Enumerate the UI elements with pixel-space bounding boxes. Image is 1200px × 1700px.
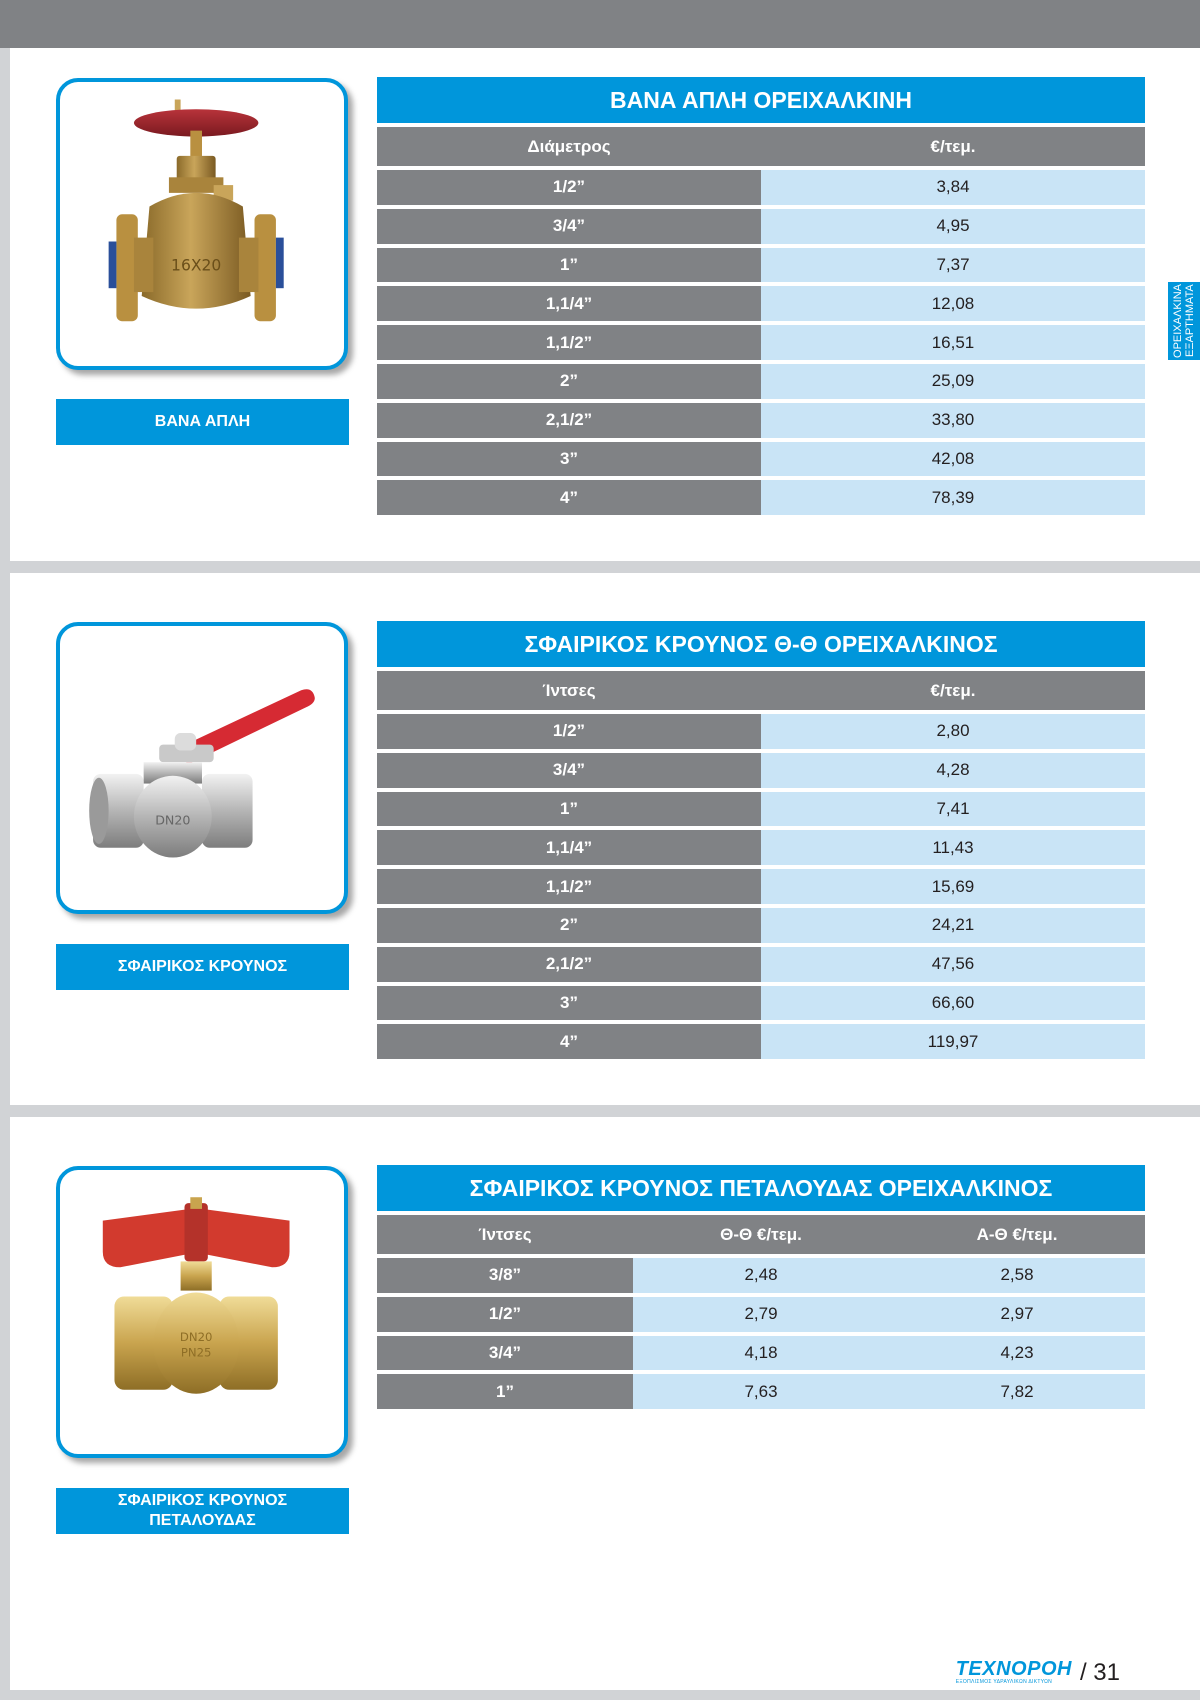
product-caption: ΣΦΑΙΡΙΚΟΣ ΚΡΟΥΝΟΣ xyxy=(56,944,349,990)
price-cell: 4,18 xyxy=(633,1332,889,1371)
page-footer xyxy=(956,1659,1120,1686)
size-cell: 1” xyxy=(377,244,761,283)
page-number: / 31 xyxy=(1079,1659,1120,1686)
price-cell: 42,08 xyxy=(761,438,1145,477)
column-header: Ίντσες xyxy=(377,1211,633,1254)
table-title: ΣΦΑΙΡΙΚΟΣ ΚΡΟΥΝΟΣ Θ-Θ ΟΡΕΙΧΑΛΚΙΝΟΣ xyxy=(377,621,1145,667)
price-cell: 7,41 xyxy=(761,788,1145,827)
svg-text:DN20: DN20 xyxy=(155,812,191,828)
size-cell: 3/8” xyxy=(377,1254,633,1293)
price-cell: 119,97 xyxy=(761,1020,1145,1059)
butterfly-ball-valve-photo xyxy=(56,1166,348,1458)
price-cell: 3,84 xyxy=(761,166,1145,205)
price-table-globe-valve xyxy=(377,77,1145,515)
size-cell: 1” xyxy=(377,788,761,827)
globe-valve-icon xyxy=(60,82,344,366)
ball-valve-photo xyxy=(56,622,348,914)
column-header: Α-Θ €/τεμ. xyxy=(889,1211,1145,1254)
price-cell: 2,80 xyxy=(761,710,1145,749)
table-row xyxy=(377,244,1145,283)
svg-text:PN25: PN25 xyxy=(180,1345,212,1360)
brand-logo xyxy=(956,1659,1072,1686)
size-cell: 2” xyxy=(377,360,761,399)
price-cell: 7,37 xyxy=(761,244,1145,283)
price-cell: 66,60 xyxy=(761,982,1145,1021)
price-cell: 7,63 xyxy=(633,1370,889,1409)
table-row xyxy=(377,1370,1145,1409)
size-cell: 4” xyxy=(377,1020,761,1059)
side-tab[interactable] xyxy=(1168,282,1200,360)
product-caption xyxy=(56,1488,349,1534)
column-header: €/τεμ. xyxy=(761,667,1145,710)
table-row xyxy=(377,943,1145,982)
price-cell: 2,79 xyxy=(633,1293,889,1332)
brand-name: ΤΕΧΝΟΡΟΗ xyxy=(955,1658,1072,1680)
size-cell: 3” xyxy=(377,438,761,477)
size-cell: 1” xyxy=(377,1370,633,1409)
bottom-strip xyxy=(0,1690,1200,1700)
table-row xyxy=(377,1293,1145,1332)
size-cell: 1,1/4” xyxy=(377,282,761,321)
size-cell: 3/4” xyxy=(377,749,761,788)
price-cell: 33,80 xyxy=(761,399,1145,438)
column-header: Διάμετρος xyxy=(377,123,761,166)
svg-text:16X20: 16X20 xyxy=(171,256,222,275)
size-cell: 1/2” xyxy=(377,710,761,749)
table-row xyxy=(377,438,1145,477)
price-cell: 2,97 xyxy=(889,1293,1145,1332)
column-header: Θ-Θ €/τεμ. xyxy=(633,1211,889,1254)
size-cell: 1,1/2” xyxy=(377,865,761,904)
size-cell: 1,1/2” xyxy=(377,321,761,360)
table-title: ΒΑΝΑ ΑΠΛΗ ΟΡΕΙΧΑΛΚΙΝΗ xyxy=(377,77,1145,123)
side-tab-label: ΟΡΕΙΧΑΛΚΙΝΑ ΕΞΑΡΤΗΜΑΤΑ xyxy=(1172,284,1196,358)
size-cell: 2,1/2” xyxy=(377,399,761,438)
butterfly-ball-valve-icon xyxy=(60,1170,344,1454)
table-row xyxy=(377,1254,1145,1293)
price-table-butterfly-ball-valve xyxy=(377,1165,1145,1409)
size-cell: 1,1/4” xyxy=(377,826,761,865)
table-row xyxy=(377,826,1145,865)
price-cell: 15,69 xyxy=(761,865,1145,904)
svg-text:DN20: DN20 xyxy=(179,1330,213,1345)
left-margin-strip xyxy=(0,48,10,1700)
price-cell: 4,23 xyxy=(889,1332,1145,1371)
price-cell: 12,08 xyxy=(761,282,1145,321)
price-cell: 25,09 xyxy=(761,360,1145,399)
size-cell: 2” xyxy=(377,904,761,943)
table-title: ΣΦΑΙΡΙΚΟΣ ΚΡΟΥΝΟΣ ΠΕΤΑΛΟΥΔΑΣ ΟΡΕΙΧΑΛΚΙΝΟΣ xyxy=(377,1165,1145,1211)
table-row xyxy=(377,1020,1145,1059)
table-row xyxy=(377,865,1145,904)
table-row xyxy=(377,476,1145,515)
top-bar xyxy=(0,0,1200,48)
price-cell: 47,56 xyxy=(761,943,1145,982)
price-cell: 16,51 xyxy=(761,321,1145,360)
table-row xyxy=(377,904,1145,943)
column-header: €/τεμ. xyxy=(761,123,1145,166)
section-divider xyxy=(0,1105,1200,1117)
size-cell: 1/2” xyxy=(377,1293,633,1332)
size-cell: 3/4” xyxy=(377,1332,633,1371)
size-cell: 4” xyxy=(377,476,761,515)
price-cell: 4,28 xyxy=(761,749,1145,788)
table-row xyxy=(377,205,1145,244)
table-row xyxy=(377,321,1145,360)
globe-valve-photo xyxy=(56,78,348,370)
table-row xyxy=(377,166,1145,205)
section-divider xyxy=(0,561,1200,573)
table-row xyxy=(377,1332,1145,1371)
price-cell: 11,43 xyxy=(761,826,1145,865)
product-caption: ΒΑΝΑ ΑΠΛΗ xyxy=(56,399,349,445)
table-row xyxy=(377,282,1145,321)
price-cell: 2,48 xyxy=(633,1254,889,1293)
table-row xyxy=(377,360,1145,399)
table-row xyxy=(377,710,1145,749)
price-table-ball-valve xyxy=(377,621,1145,1059)
size-cell: 3” xyxy=(377,982,761,1021)
table-row xyxy=(377,749,1145,788)
price-cell: 7,82 xyxy=(889,1370,1145,1409)
price-cell: 2,58 xyxy=(889,1254,1145,1293)
table-row xyxy=(377,982,1145,1021)
size-cell: 1/2” xyxy=(377,166,761,205)
price-cell: 24,21 xyxy=(761,904,1145,943)
product-caption-text: ΣΦΑΙΡΙΚΟΣ ΚΡΟΥΝΟΣ ΠΕΤΑΛΟΥΔΑΣ xyxy=(117,1492,288,1529)
ball-valve-icon xyxy=(60,626,344,910)
column-header: Ίντσες xyxy=(377,667,761,710)
table-row xyxy=(377,399,1145,438)
size-cell: 2,1/2” xyxy=(377,943,761,982)
price-cell: 78,39 xyxy=(761,476,1145,515)
size-cell: 3/4” xyxy=(377,205,761,244)
price-cell: 4,95 xyxy=(761,205,1145,244)
table-row xyxy=(377,788,1145,827)
brand-tagline: ΕΞΟΠΛΙΣΜΟΣ ΥΔΡΑΥΛΙΚΩΝ ΔΙΚΤΥΩΝ xyxy=(955,1679,1053,1685)
